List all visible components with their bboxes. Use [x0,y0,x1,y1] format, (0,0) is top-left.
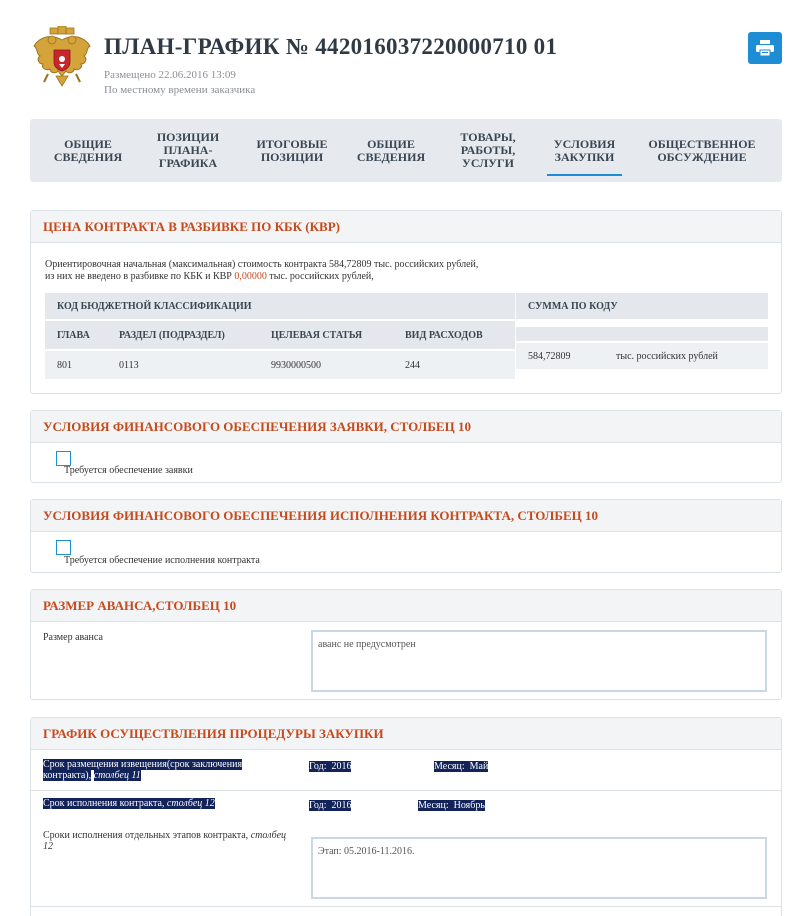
cell-celevaya: 9930000500 [271,360,321,371]
panel-heading: ГРАФИК ОСУЩЕСТВЛЕНИЯ ПРОЦЕДУРЫ ЗАКУПКИ [31,718,781,750]
contract-security-checkbox[interactable] [56,540,71,555]
stages-label: Сроки исполнения отдельных этапов контракта, столбец 12 [43,830,287,852]
kbk-table [45,293,515,379]
notice-deadline-label: Срок размещения извещения(срок заключения контракта), столбец 11 [43,759,243,781]
tab-public-discussion[interactable]: ОБЩЕСТВЕННОЕ ОБСУЖДЕНИЕ [648,136,756,164]
tab-general-info[interactable]: ОБЩИЕ СВЕДЕНИЯ [53,136,123,164]
cell-glava: 801 [57,360,72,371]
kbk-column-headers [45,321,515,349]
panel-heading: ЦЕНА КОНТРАКТА В РАЗБИВКЕ ПО КБК (КВР) [31,211,781,243]
procedure-schedule-panel [30,717,782,916]
sum-subheader [516,327,768,341]
advance-field[interactable]: аванс не предусмотрен [311,630,767,692]
kbk-header: КОД БЮДЖЕТНОЙ КЛАССИФИКАЦИИ [45,293,515,319]
application-security-checkbox[interactable] [56,451,71,466]
nmck-text: Ориентировочная начальная (максимальная) стоимость контракта 584,72809 тыс. российских рублей, [45,259,479,270]
stages-field[interactable]: Этап: 05.2016-11.2016. [311,837,767,899]
divider [31,906,781,907]
sum-header: СУММА ПО КОДУ [516,293,768,319]
published-date: Размещено 22.06.2016 13:09 [104,69,236,81]
price-by-kbk-panel [30,210,782,394]
application-security-panel [30,410,782,483]
contract-security-label: Требуется обеспечение исполнения контракта [64,555,260,566]
section-tabs [30,119,782,182]
col-vid: ВИД РАСХОДОВ [405,330,483,341]
contract-execution-label: Срок исполнения контракта, столбец 12 [43,798,215,809]
printer-icon [756,40,774,56]
col-razdel: РАЗДЕЛ (ПОДРАЗДЕЛ) [119,330,225,341]
notice-year: Год: 2016 [309,761,352,772]
cell-razdel: 0113 [119,360,139,371]
unallocated-text: из них не введено в разбивке по КБК и КВР 0,00000 тыс. российских рублей, [45,271,374,282]
cell-vid: 244 [405,360,420,371]
coat-of-arms-icon [30,26,94,92]
notice-month: Месяц: Май [434,761,489,772]
tab-purchase-conditions[interactable]: УСЛОВИЯ ЗАКУПКИ [547,119,622,182]
table-row [516,343,768,369]
panel-heading: УСЛОВИЯ ФИНАНСОВОГО ОБЕСПЕЧЕНИЯ ИСПОЛНЕНИЯ КОНТРАКТА, СТОЛБЕЦ 10 [31,500,781,532]
panel-heading: РАЗМЕР АВАНСА,СТОЛБЕЦ 10 [31,590,781,622]
divider [31,790,781,791]
col-celevaya: ЦЕЛЕВАЯ СТАТЬЯ [271,330,363,341]
advance-panel [30,589,782,700]
timezone-note: По местному времени заказчика [104,84,256,96]
tab-general-info-2[interactable]: ОБЩИЕ СВЕДЕНИЯ [356,136,426,164]
panel-heading: УСЛОВИЯ ФИНАНСОВОГО ОБЕСПЕЧЕНИЯ ЗАЯВКИ, СТОЛБЕЦ 10 [31,411,781,443]
application-security-label: Требуется обеспечение заявки [64,465,193,476]
contract-security-panel [30,499,782,573]
col-glava: ГЛАВА [57,330,90,341]
tab-plan-positions[interactable]: ПОЗИЦИИ ПЛАНА- ГРАФИКА [156,130,220,170]
tab-goods-works-services[interactable]: ТОВАРЫ, РАБОТЫ, УСЛУГИ [460,130,516,170]
sum-table [516,293,768,369]
page-title: ПЛАН-ГРАФИК № 442016037220000710 01 [104,34,558,59]
cell-sum: 584,72809 [528,351,571,362]
execution-month: Месяц: Ноябрь [418,800,485,811]
print-button[interactable] [748,32,782,64]
execution-year: Год: 2016 [309,800,352,811]
unallocated-value: 0,00000 [234,271,267,282]
tab-total-positions[interactable]: ИТОГОВЫЕ ПОЗИЦИИ [256,136,328,164]
page-header [30,26,782,96]
cell-unit: тыс. российских рублей [616,351,718,362]
advance-label: Размер аванса [43,632,103,643]
table-row [45,351,515,379]
